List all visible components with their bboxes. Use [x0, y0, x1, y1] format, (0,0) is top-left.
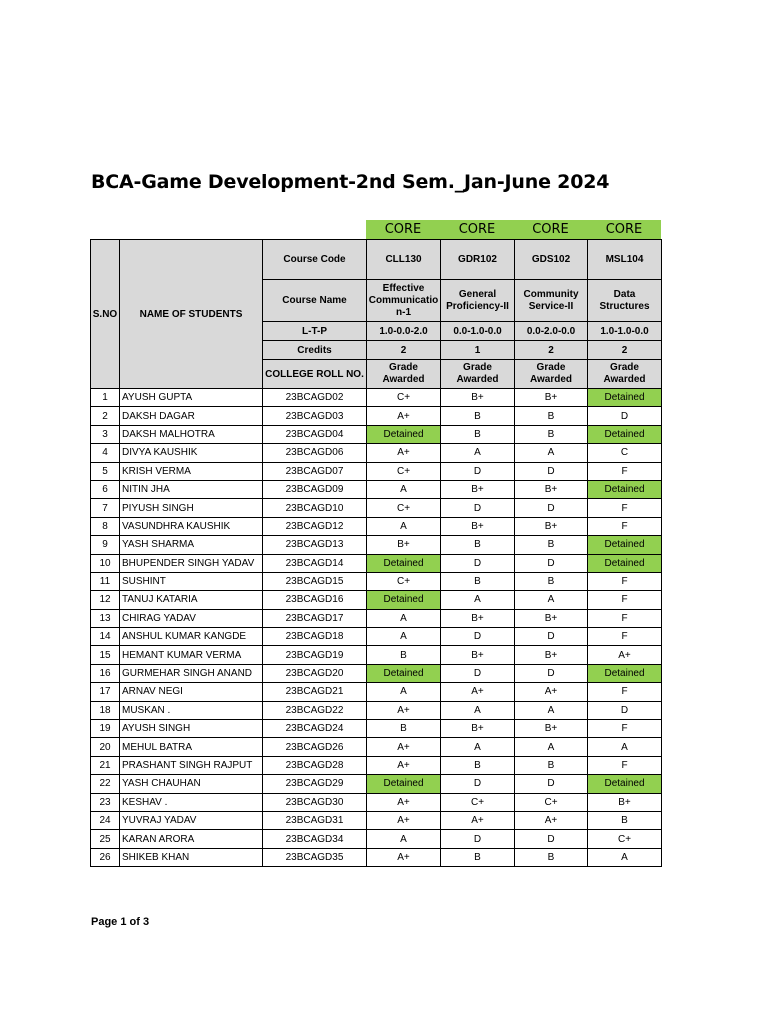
name-header: NAME OF STUDENTS: [120, 240, 263, 389]
grade-cell: A+: [367, 811, 441, 829]
grade-cell: D: [441, 628, 515, 646]
grade-cell: A+: [441, 811, 515, 829]
course-name: General Proficiency-II: [441, 280, 515, 322]
course-code-row: [91, 240, 662, 280]
roll-no-cell: 23BCAGD04: [263, 425, 367, 443]
table-row: [91, 811, 662, 829]
roll-no-cell: 23BCAGD30: [263, 793, 367, 811]
roll-no-cell: 23BCAGD13: [263, 536, 367, 554]
roll-no-cell: 23BCAGD24: [263, 720, 367, 738]
grade-cell: B+: [441, 517, 515, 535]
grade-cell: Detained: [588, 536, 662, 554]
student-name-cell: SUSHINT: [120, 572, 263, 590]
roll-header: COLLEGE ROLL NO.: [263, 360, 367, 389]
grade-cell: C+: [367, 389, 441, 407]
grade-cell: C+: [588, 830, 662, 848]
student-name-cell: KRISH VERMA: [120, 462, 263, 480]
sno-cell: 12: [91, 591, 120, 609]
grade-cell: D: [588, 701, 662, 719]
student-name-cell: YASH CHAUHAN: [120, 775, 263, 793]
page-title: BCA-Game Development-2nd Sem._Jan-June 2024: [91, 171, 610, 193]
grade-cell: F: [588, 683, 662, 701]
student-name-cell: DIVYA KAUSHIK: [120, 444, 263, 462]
grade-cell: B: [441, 407, 515, 425]
grade-cell: B: [441, 425, 515, 443]
grade-cell: B: [441, 848, 515, 866]
credits-value: 2: [515, 341, 588, 360]
grade-cell: Detained: [588, 480, 662, 498]
grade-cell: Detained: [367, 425, 441, 443]
course-name-label: Course Name: [263, 280, 367, 322]
grades-table: [90, 239, 662, 867]
grade-cell: A: [367, 480, 441, 498]
student-name-cell: CHIRAG YADAV: [120, 609, 263, 627]
grade-cell: B: [367, 646, 441, 664]
page-footer: Page 1 of 3: [91, 916, 150, 928]
grade-cell: A: [367, 609, 441, 627]
grade-cell: B+: [515, 480, 588, 498]
table-row: [91, 830, 662, 848]
grade-cell: A+: [367, 738, 441, 756]
grade-cell: F: [588, 720, 662, 738]
student-name-cell: ANSHUL KUMAR KANGDE: [120, 628, 263, 646]
sno-cell: 7: [91, 499, 120, 517]
table-row: [91, 554, 662, 572]
grade-cell: B: [515, 572, 588, 590]
student-name-cell: MUSKAN .: [120, 701, 263, 719]
grade-cell: A: [367, 683, 441, 701]
student-name-cell: PRASHANT SINGH RAJPUT: [120, 756, 263, 774]
grade-cell: A: [367, 517, 441, 535]
course-name: Community Service-II: [515, 280, 588, 322]
core-label: CORE: [587, 220, 661, 239]
grade-cell: A: [367, 628, 441, 646]
student-name-cell: SHIKEB KHAN: [120, 848, 263, 866]
course-name: Effective Communicatio n-1: [367, 280, 441, 322]
grade-cell: Detained: [588, 554, 662, 572]
table-row: [91, 572, 662, 590]
student-name-cell: TANUJ KATARIA: [120, 591, 263, 609]
ltp-value: 0.0-2.0-0.0: [515, 322, 588, 341]
credits-value: 2: [367, 341, 441, 360]
ltp-value: 1.0-1.0-0.0: [588, 322, 662, 341]
grade-cell: A+: [515, 683, 588, 701]
grade-cell: A+: [367, 848, 441, 866]
grade-cell: Detained: [367, 664, 441, 682]
table-row: [91, 628, 662, 646]
student-name-cell: AYUSH SINGH: [120, 720, 263, 738]
grade-cell: D: [588, 407, 662, 425]
table-row: [91, 720, 662, 738]
sno-header: S.NO: [91, 240, 120, 389]
grade-cell: B: [441, 756, 515, 774]
course-code: CLL130: [367, 240, 441, 280]
grade-cell: A+: [367, 407, 441, 425]
grade-cell: D: [441, 775, 515, 793]
table-row: [91, 407, 662, 425]
table-row: [91, 425, 662, 443]
roll-no-cell: 23BCAGD02: [263, 389, 367, 407]
sno-cell: 18: [91, 701, 120, 719]
roll-no-cell: 23BCAGD16: [263, 591, 367, 609]
roll-no-cell: 23BCAGD03: [263, 407, 367, 425]
grade-cell: C+: [367, 499, 441, 517]
grade-awarded-label: Grade Awarded: [367, 360, 441, 389]
roll-no-cell: 23BCAGD15: [263, 572, 367, 590]
sno-cell: 20: [91, 738, 120, 756]
student-name-cell: KARAN ARORA: [120, 830, 263, 848]
table-row: [91, 444, 662, 462]
grade-cell: C+: [515, 793, 588, 811]
grade-cell: A: [441, 738, 515, 756]
grade-cell: Detained: [588, 775, 662, 793]
credits-label: Credits: [263, 341, 367, 360]
grade-cell: A+: [367, 756, 441, 774]
sno-cell: 17: [91, 683, 120, 701]
grade-cell: A: [515, 701, 588, 719]
grade-awarded-label: Grade Awarded: [515, 360, 588, 389]
sno-cell: 16: [91, 664, 120, 682]
grade-cell: A: [515, 444, 588, 462]
table-row: [91, 701, 662, 719]
credits-value: 1: [441, 341, 515, 360]
credits-value: 2: [588, 341, 662, 360]
table-row: [91, 609, 662, 627]
grade-cell: D: [515, 775, 588, 793]
ltp-value: 1.0-0.0-2.0: [367, 322, 441, 341]
course-code: GDS102: [515, 240, 588, 280]
sno-cell: 24: [91, 811, 120, 829]
sno-cell: 5: [91, 462, 120, 480]
grade-cell: A: [441, 591, 515, 609]
table-row: [91, 389, 662, 407]
student-name-cell: DAKSH DAGAR: [120, 407, 263, 425]
grade-cell: A: [588, 848, 662, 866]
grade-cell: D: [515, 554, 588, 572]
roll-no-cell: 23BCAGD35: [263, 848, 367, 866]
grade-cell: B+: [515, 517, 588, 535]
grade-cell: D: [515, 664, 588, 682]
grade-cell: F: [588, 628, 662, 646]
table-row: [91, 756, 662, 774]
sno-cell: 14: [91, 628, 120, 646]
grade-cell: C+: [441, 793, 515, 811]
course-name: Data Structures: [588, 280, 662, 322]
sno-cell: 25: [91, 830, 120, 848]
grade-cell: C: [588, 444, 662, 462]
roll-no-cell: 23BCAGD07: [263, 462, 367, 480]
grade-cell: F: [588, 462, 662, 480]
roll-no-cell: 23BCAGD14: [263, 554, 367, 572]
core-label: CORE: [514, 220, 587, 239]
student-name-cell: AYUSH GUPTA: [120, 389, 263, 407]
grade-cell: A+: [367, 701, 441, 719]
grade-cell: B: [441, 536, 515, 554]
student-name-cell: ARNAV NEGI: [120, 683, 263, 701]
sno-cell: 15: [91, 646, 120, 664]
sno-cell: 11: [91, 572, 120, 590]
student-name-cell: KESHAV .: [120, 793, 263, 811]
ltp-value: 0.0-1.0-0.0: [441, 322, 515, 341]
table-row: [91, 664, 662, 682]
student-name-cell: YUVRAJ YADAV: [120, 811, 263, 829]
grade-cell: A: [441, 701, 515, 719]
roll-no-cell: 23BCAGD12: [263, 517, 367, 535]
table-row: [91, 462, 662, 480]
student-name-cell: BHUPENDER SINGH YADAV: [120, 554, 263, 572]
grade-cell: B+: [588, 793, 662, 811]
grade-cell: B: [515, 848, 588, 866]
grade-cell: Detained: [367, 591, 441, 609]
grade-cell: D: [441, 830, 515, 848]
roll-no-cell: 23BCAGD34: [263, 830, 367, 848]
grade-cell: A+: [367, 444, 441, 462]
ltp-label: L-T-P: [263, 322, 367, 341]
grade-awarded-label: Grade Awarded: [588, 360, 662, 389]
roll-no-cell: 23BCAGD17: [263, 609, 367, 627]
student-name-cell: NITIN JHA: [120, 480, 263, 498]
course-code-label: Course Code: [263, 240, 367, 280]
sno-cell: 26: [91, 848, 120, 866]
grade-cell: D: [441, 554, 515, 572]
grade-cell: A: [515, 591, 588, 609]
grade-cell: A+: [515, 811, 588, 829]
student-name-cell: HEMANT KUMAR VERMA: [120, 646, 263, 664]
core-label-row: [366, 220, 661, 239]
grade-cell: A: [515, 738, 588, 756]
grade-cell: F: [588, 609, 662, 627]
grade-cell: A: [441, 444, 515, 462]
sno-cell: 9: [91, 536, 120, 554]
grade-cell: B+: [441, 609, 515, 627]
table-row: [91, 499, 662, 517]
roll-no-cell: 23BCAGD10: [263, 499, 367, 517]
core-label: CORE: [366, 220, 440, 239]
grade-cell: D: [441, 664, 515, 682]
grade-cell: B+: [515, 389, 588, 407]
sno-cell: 2: [91, 407, 120, 425]
table-row: [91, 646, 662, 664]
roll-no-cell: 23BCAGD06: [263, 444, 367, 462]
sno-cell: 8: [91, 517, 120, 535]
sno-cell: 1: [91, 389, 120, 407]
grade-cell: B: [515, 756, 588, 774]
student-name-cell: PIYUSH SINGH: [120, 499, 263, 517]
grade-cell: B: [515, 536, 588, 554]
sno-cell: 23: [91, 793, 120, 811]
grade-cell: B: [515, 407, 588, 425]
table-row: [91, 480, 662, 498]
roll-no-cell: 23BCAGD22: [263, 701, 367, 719]
student-name-cell: GURMEHAR SINGH ANAND: [120, 664, 263, 682]
sno-cell: 4: [91, 444, 120, 462]
grade-cell: B: [515, 425, 588, 443]
sno-cell: 19: [91, 720, 120, 738]
roll-no-cell: 23BCAGD09: [263, 480, 367, 498]
roll-no-cell: 23BCAGD20: [263, 664, 367, 682]
grade-cell: Detained: [588, 425, 662, 443]
grade-cell: F: [588, 591, 662, 609]
roll-no-cell: 23BCAGD18: [263, 628, 367, 646]
roll-no-cell: 23BCAGD21: [263, 683, 367, 701]
table-row: [91, 738, 662, 756]
roll-no-cell: 23BCAGD29: [263, 775, 367, 793]
sno-cell: 22: [91, 775, 120, 793]
sno-cell: 21: [91, 756, 120, 774]
grade-cell: F: [588, 572, 662, 590]
student-name-cell: DAKSH MALHOTRA: [120, 425, 263, 443]
grade-cell: A: [588, 738, 662, 756]
sno-cell: 13: [91, 609, 120, 627]
grade-cell: B: [588, 811, 662, 829]
grade-cell: B+: [515, 720, 588, 738]
grade-cell: B+: [367, 536, 441, 554]
grade-cell: C+: [367, 572, 441, 590]
course-code: GDR102: [441, 240, 515, 280]
grade-cell: D: [515, 462, 588, 480]
table-row: [91, 848, 662, 866]
grade-cell: A+: [441, 683, 515, 701]
grade-cell: F: [588, 756, 662, 774]
grade-cell: F: [588, 499, 662, 517]
grade-cell: B+: [441, 720, 515, 738]
grade-cell: Detained: [588, 389, 662, 407]
sno-cell: 10: [91, 554, 120, 572]
table-row: [91, 517, 662, 535]
roll-no-cell: 23BCAGD31: [263, 811, 367, 829]
grade-cell: B+: [515, 646, 588, 664]
table-row: [91, 591, 662, 609]
student-name-cell: VASUNDHRA KAUSHIK: [120, 517, 263, 535]
grade-awarded-label: Grade Awarded: [441, 360, 515, 389]
grade-cell: C+: [367, 462, 441, 480]
grade-cell: D: [441, 462, 515, 480]
grade-cell: Detained: [588, 664, 662, 682]
grade-cell: Detained: [367, 554, 441, 572]
grade-cell: A+: [588, 646, 662, 664]
roll-no-cell: 23BCAGD28: [263, 756, 367, 774]
table-row: [91, 536, 662, 554]
grade-cell: B+: [441, 389, 515, 407]
table-row: [91, 793, 662, 811]
grade-cell: D: [515, 830, 588, 848]
table-row: [91, 683, 662, 701]
sno-cell: 6: [91, 480, 120, 498]
core-label: CORE: [440, 220, 514, 239]
grade-cell: Detained: [367, 775, 441, 793]
grade-cell: B+: [515, 609, 588, 627]
student-name-cell: YASH SHARMA: [120, 536, 263, 554]
student-name-cell: MEHUL BATRA: [120, 738, 263, 756]
table-row: [91, 775, 662, 793]
grade-cell: B: [441, 572, 515, 590]
sno-cell: 3: [91, 425, 120, 443]
course-code: MSL104: [588, 240, 662, 280]
grade-cell: A: [367, 830, 441, 848]
grade-cell: B+: [441, 480, 515, 498]
grade-cell: A+: [367, 793, 441, 811]
grade-cell: D: [441, 499, 515, 517]
grade-cell: B+: [441, 646, 515, 664]
grade-cell: D: [515, 499, 588, 517]
roll-no-cell: 23BCAGD19: [263, 646, 367, 664]
grade-cell: F: [588, 517, 662, 535]
grade-cell: D: [515, 628, 588, 646]
grade-cell: B: [367, 720, 441, 738]
roll-no-cell: 23BCAGD26: [263, 738, 367, 756]
